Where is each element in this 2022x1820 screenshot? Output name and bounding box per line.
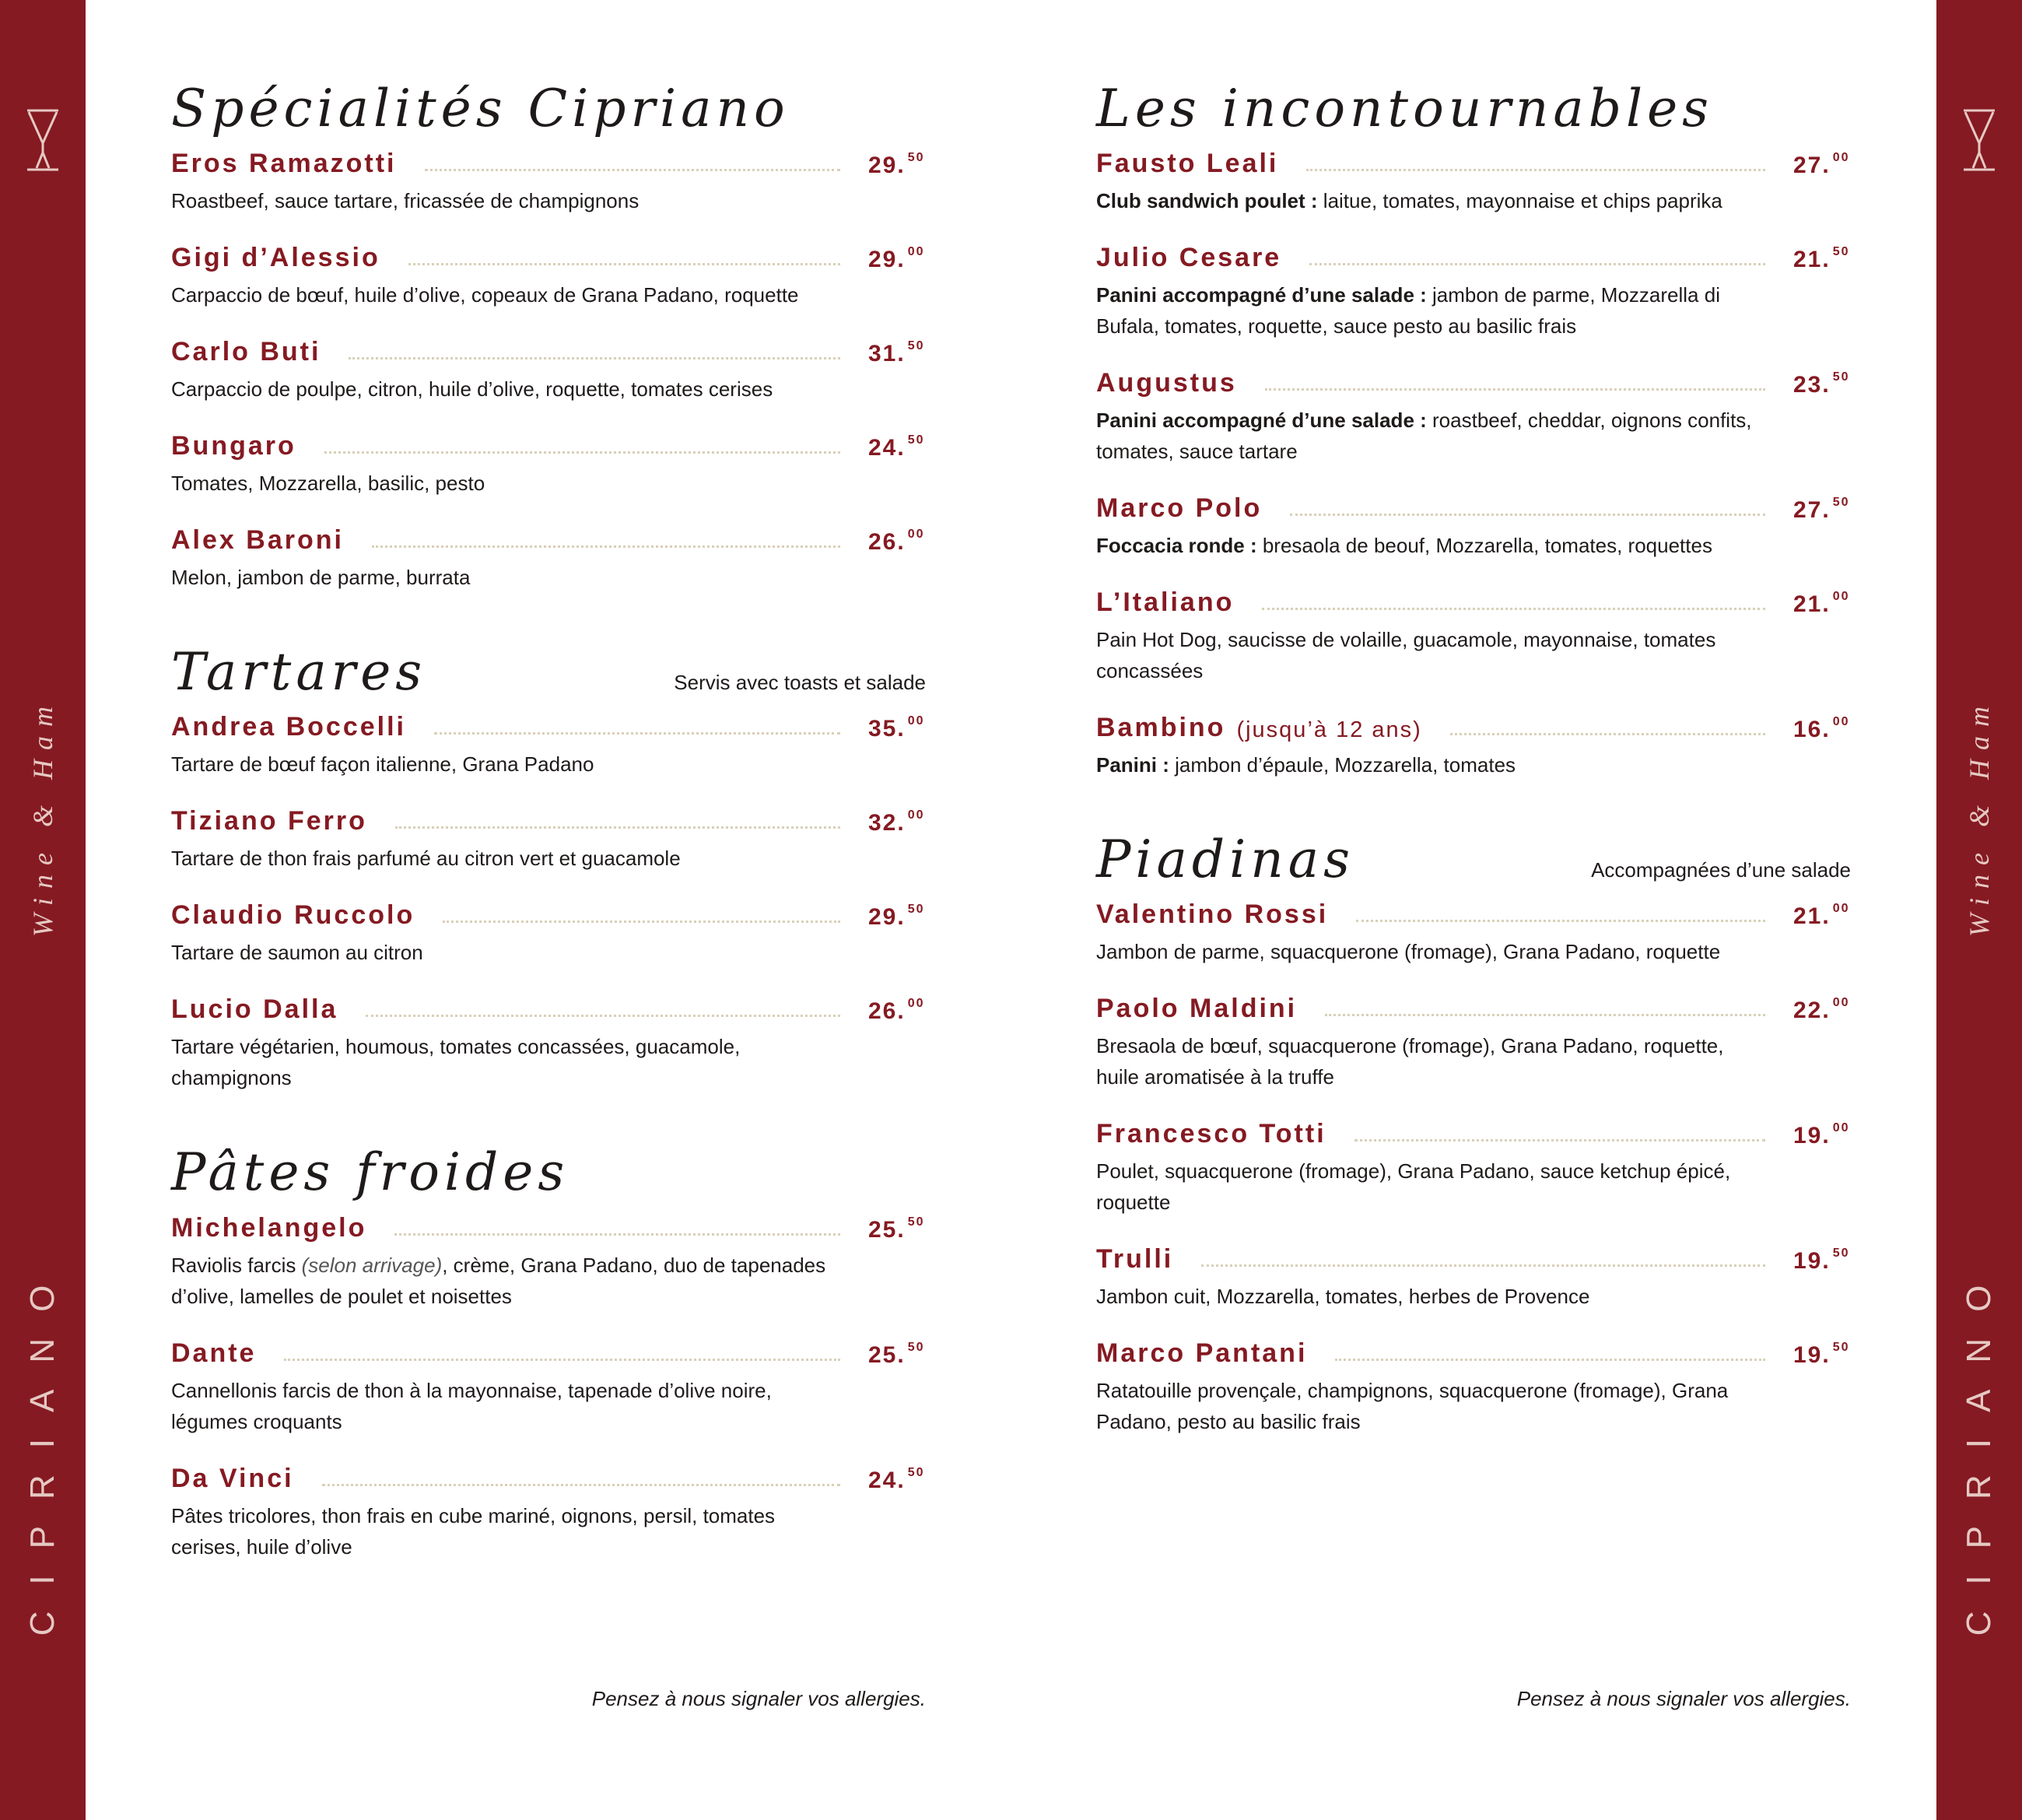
- dotted-leader: [1290, 514, 1765, 516]
- right-menu-column: [1096, 78, 1851, 1485]
- section-title: Spécialités Cipriano: [171, 79, 790, 139]
- item-price: 31. $^{50}$: [868, 339, 925, 367]
- item-name: Bungaro: [171, 431, 296, 461]
- menu-item: [171, 149, 926, 216]
- dotted-leader: [284, 1359, 840, 1361]
- left-side-band: [0, 0, 86, 1820]
- item-description: Foccacia ronde : bresaola de beouf, Mozzarella, tomates, roquettes: [1096, 534, 1712, 558]
- item-price: 19. $^{00}$: [1793, 1121, 1850, 1149]
- dotted-leader: [1306, 169, 1765, 171]
- menu-section: [171, 1141, 926, 1562]
- item-description: Poulet, squacquerone (fromage), Grana Padano, sauce ketchup épicé, roquette: [1096, 1159, 1731, 1215]
- item-name: Andrea Boccelli: [171, 712, 406, 742]
- item-price: 21. $^{50}$: [1793, 245, 1850, 273]
- item-name: Lucio Dalla: [171, 994, 338, 1025]
- menu-section: [1096, 78, 1851, 780]
- dotted-leader: [1265, 388, 1765, 391]
- item-name: Trulli: [1096, 1244, 1174, 1275]
- item-description: Carpaccio de poulpe, citron, huile d’olive, roquette, tomates cerises: [171, 377, 773, 402]
- item-description: Bresaola de bœuf, squacquerone (fromage), Grana Padano, roquette, huile aromatisée à la truffe: [1096, 1034, 1724, 1089]
- section-title: Tartares: [171, 642, 427, 703]
- item-name: Michelangelo: [171, 1212, 367, 1243]
- item-name: Tiziano Ferro: [171, 806, 367, 836]
- menu-item: [1096, 1244, 1851, 1312]
- item-description: Pâtes tricolores, thon frais en cube mariné, oignons, persil, tomates cerises, huile d’olive: [171, 1503, 776, 1559]
- item-description: Jambon de parme, squacquerone (fromage), Grana Padano, roquette: [1096, 940, 1721, 964]
- section-header: [171, 641, 926, 703]
- item-name: Valentino Rossi: [1096, 899, 1329, 930]
- menu-item: [1096, 368, 1851, 467]
- item-price: 21. $^{00}$: [1793, 902, 1850, 930]
- item-description: Tartare végétarien, houmous, tomates concassées, guacamole, champignons: [171, 1035, 741, 1090]
- menu-item: [171, 525, 926, 593]
- item-name: Dante: [171, 1338, 257, 1368]
- menu-section: [171, 78, 926, 593]
- item-price: 27. $^{50}$: [1793, 496, 1850, 524]
- item-price: 21. $^{00}$: [1793, 590, 1850, 618]
- menu-section: [1096, 829, 1851, 1437]
- menu-item: [1096, 713, 1851, 780]
- section-note: Accompagnées d’une salade: [1591, 858, 1851, 882]
- menu-item: [171, 900, 926, 968]
- item-description: Tartare de thon frais parfumé au citron vert et guacamole: [171, 847, 681, 871]
- item-description: Roastbeef, sauce tartare, fricassée de champignons: [171, 189, 640, 213]
- item-description: Ratatouille provençale, champignons, squacquerone (fromage), Grana Padano, pesto au basilic frais: [1096, 1379, 1729, 1434]
- section-title: Pâtes froides: [171, 1142, 569, 1203]
- item-price: 29. $^{50}$: [868, 151, 925, 179]
- item-name: Paolo Maldini: [1096, 994, 1298, 1024]
- dotted-leader: [366, 1015, 840, 1017]
- dotted-leader: [443, 921, 840, 923]
- allergy-note: Pensez à nous signaler vos allergies.: [591, 1687, 926, 1710]
- item-price: 19. $^{50}$: [1793, 1341, 1850, 1369]
- item-name: Bambino: [1096, 713, 1226, 743]
- band-brand: CIPRIANO: [23, 1258, 61, 1636]
- dotted-leader: [1356, 920, 1765, 922]
- band-brand: CIPRIANO: [1960, 1258, 1998, 1636]
- section-header: [171, 1141, 926, 1203]
- dotted-leader: [1201, 1264, 1765, 1267]
- dotted-leader: [408, 263, 840, 265]
- item-name: Augustus: [1096, 368, 1237, 398]
- dotted-leader: [1262, 608, 1765, 610]
- dotted-leader: [349, 357, 840, 359]
- menu-item: [1096, 493, 1851, 561]
- dotted-leader: [1450, 733, 1765, 735]
- item-price: 35. $^{00}$: [868, 714, 925, 742]
- section-note: Servis avec toasts et salade: [674, 671, 926, 695]
- item-price: 26. $^{00}$: [868, 528, 925, 556]
- item-description: Raviolis farcis (selon arrivage), crème, Grana Padano, duo de tapenades d’olive, lamelles de poulet et noisettes: [171, 1253, 826, 1308]
- item-price: 23. $^{50}$: [1793, 370, 1850, 398]
- menu-item: [1096, 243, 1851, 342]
- menu-item: [1096, 1119, 1851, 1218]
- dotted-leader: [395, 826, 840, 829]
- item-description: Tartare de bœuf façon italienne, Grana Padano: [171, 752, 594, 777]
- item-price: 29. $^{50}$: [868, 903, 925, 931]
- hourglass-glass-icon: [26, 109, 60, 171]
- item-description: Jambon cuit, Mozzarella, tomates, herbes de Provence: [1096, 1285, 1590, 1309]
- item-price: 26. $^{00}$: [868, 997, 925, 1025]
- item-description: Tartare de saumon au citron: [171, 941, 423, 965]
- menu-section: [171, 641, 926, 1093]
- dotted-leader: [425, 169, 841, 171]
- item-description: Panini accompagné d’une salade : jambon de parme, Mozzarella di Bufala, tomates, roquette, sauce pesto au basilic frais: [1096, 283, 1720, 338]
- dotted-leader: [434, 732, 840, 735]
- item-price: 27. $^{00}$: [1793, 151, 1850, 179]
- item-name: Da Vinci: [171, 1463, 294, 1493]
- dotted-leader: [1325, 1014, 1765, 1016]
- item-name: Alex Baroni: [171, 525, 344, 556]
- menu-item: [171, 712, 926, 780]
- item-name: Gigi d’Alessio: [171, 243, 380, 273]
- right-side-band: [1936, 0, 2022, 1820]
- menu-item: [171, 994, 926, 1093]
- section-header: [171, 78, 926, 139]
- item-age-note: (jusqu’à 12 ans): [1236, 717, 1422, 743]
- menu-item: [171, 1213, 926, 1312]
- item-price: 25. $^{50}$: [868, 1215, 925, 1243]
- dotted-leader: [322, 1484, 840, 1486]
- item-description: Melon, jambon de parme, burrata: [171, 566, 471, 590]
- item-name: Fausto Leali: [1096, 149, 1279, 179]
- item-price: 29. $^{00}$: [868, 245, 925, 273]
- menu-item: [171, 431, 926, 499]
- menu-item: [171, 1338, 926, 1437]
- item-name: Eros Ramazotti: [171, 149, 397, 179]
- section-header: [1096, 829, 1851, 890]
- item-price: 25. $^{50}$: [868, 1340, 925, 1368]
- menu-item: [171, 1464, 926, 1562]
- item-price: 32. $^{00}$: [868, 808, 925, 836]
- allergy-note: Pensez à nous signaler vos allergies.: [1516, 1687, 1851, 1710]
- item-name: Claudio Ruccolo: [171, 900, 415, 931]
- item-name: Francesco Totti: [1096, 1119, 1326, 1149]
- item-description: Cannellonis farcis de thon à la mayonnaise, tapenade d’olive noire, légumes croquants: [171, 1378, 772, 1433]
- band-tagline: Wine & Ham: [27, 697, 58, 937]
- item-name: Marco Pantani: [1096, 1338, 1308, 1369]
- item-price: 24. $^{50}$: [868, 1465, 925, 1493]
- item-name: L’Italiano: [1096, 587, 1235, 618]
- item-description: Panini : jambon d’épaule, Mozzarella, tomates: [1096, 753, 1516, 777]
- menu-item: [1096, 994, 1851, 1092]
- dotted-leader: [324, 451, 840, 454]
- menu-item: [171, 243, 926, 310]
- item-price: 22. $^{00}$: [1793, 996, 1850, 1024]
- item-description: Pain Hot Dog, saucisse de volaille, guacamole, mayonnaise, tomates concassées: [1096, 628, 1716, 683]
- section-title: Piadinas: [1096, 829, 1354, 890]
- band-tagline: Wine & Ham: [1964, 697, 1995, 937]
- item-price: 16. $^{00}$: [1793, 715, 1850, 743]
- dotted-leader: [1309, 263, 1765, 265]
- item-description: Tomates, Mozzarella, basilic, pesto: [171, 472, 485, 496]
- hourglass-glass-icon: [1962, 109, 1996, 171]
- menu-item: [1096, 149, 1851, 216]
- menu-item: [171, 806, 926, 874]
- dotted-leader: [394, 1233, 840, 1236]
- dotted-leader: [1335, 1359, 1765, 1361]
- menu-item: [171, 337, 926, 405]
- section-title: Les incontournables: [1096, 79, 1714, 139]
- item-name: Marco Polo: [1096, 493, 1263, 524]
- menu-item: [1096, 1338, 1851, 1437]
- menu-item: [1096, 899, 1851, 967]
- dotted-leader: [372, 545, 840, 548]
- dotted-leader: [1354, 1139, 1765, 1141]
- item-name: Julio Cesare: [1096, 243, 1282, 273]
- item-description: Club sandwich poulet : laitue, tomates, mayonnaise et chips paprika: [1096, 189, 1722, 213]
- item-price: 19. $^{50}$: [1793, 1247, 1850, 1275]
- left-menu-column: [171, 78, 926, 1611]
- section-header: [1096, 78, 1851, 139]
- menu-item: [1096, 587, 1851, 686]
- item-description: Panini accompagné d’une salade : roastbeef, cheddar, oignons confits, tomates, sauce tartare: [1096, 409, 1752, 464]
- item-name: Carlo Buti: [171, 337, 321, 367]
- item-description: Carpaccio de bœuf, huile d’olive, copeaux de Grana Padano, roquette: [171, 283, 799, 307]
- item-price: 24. $^{50}$: [868, 433, 925, 461]
